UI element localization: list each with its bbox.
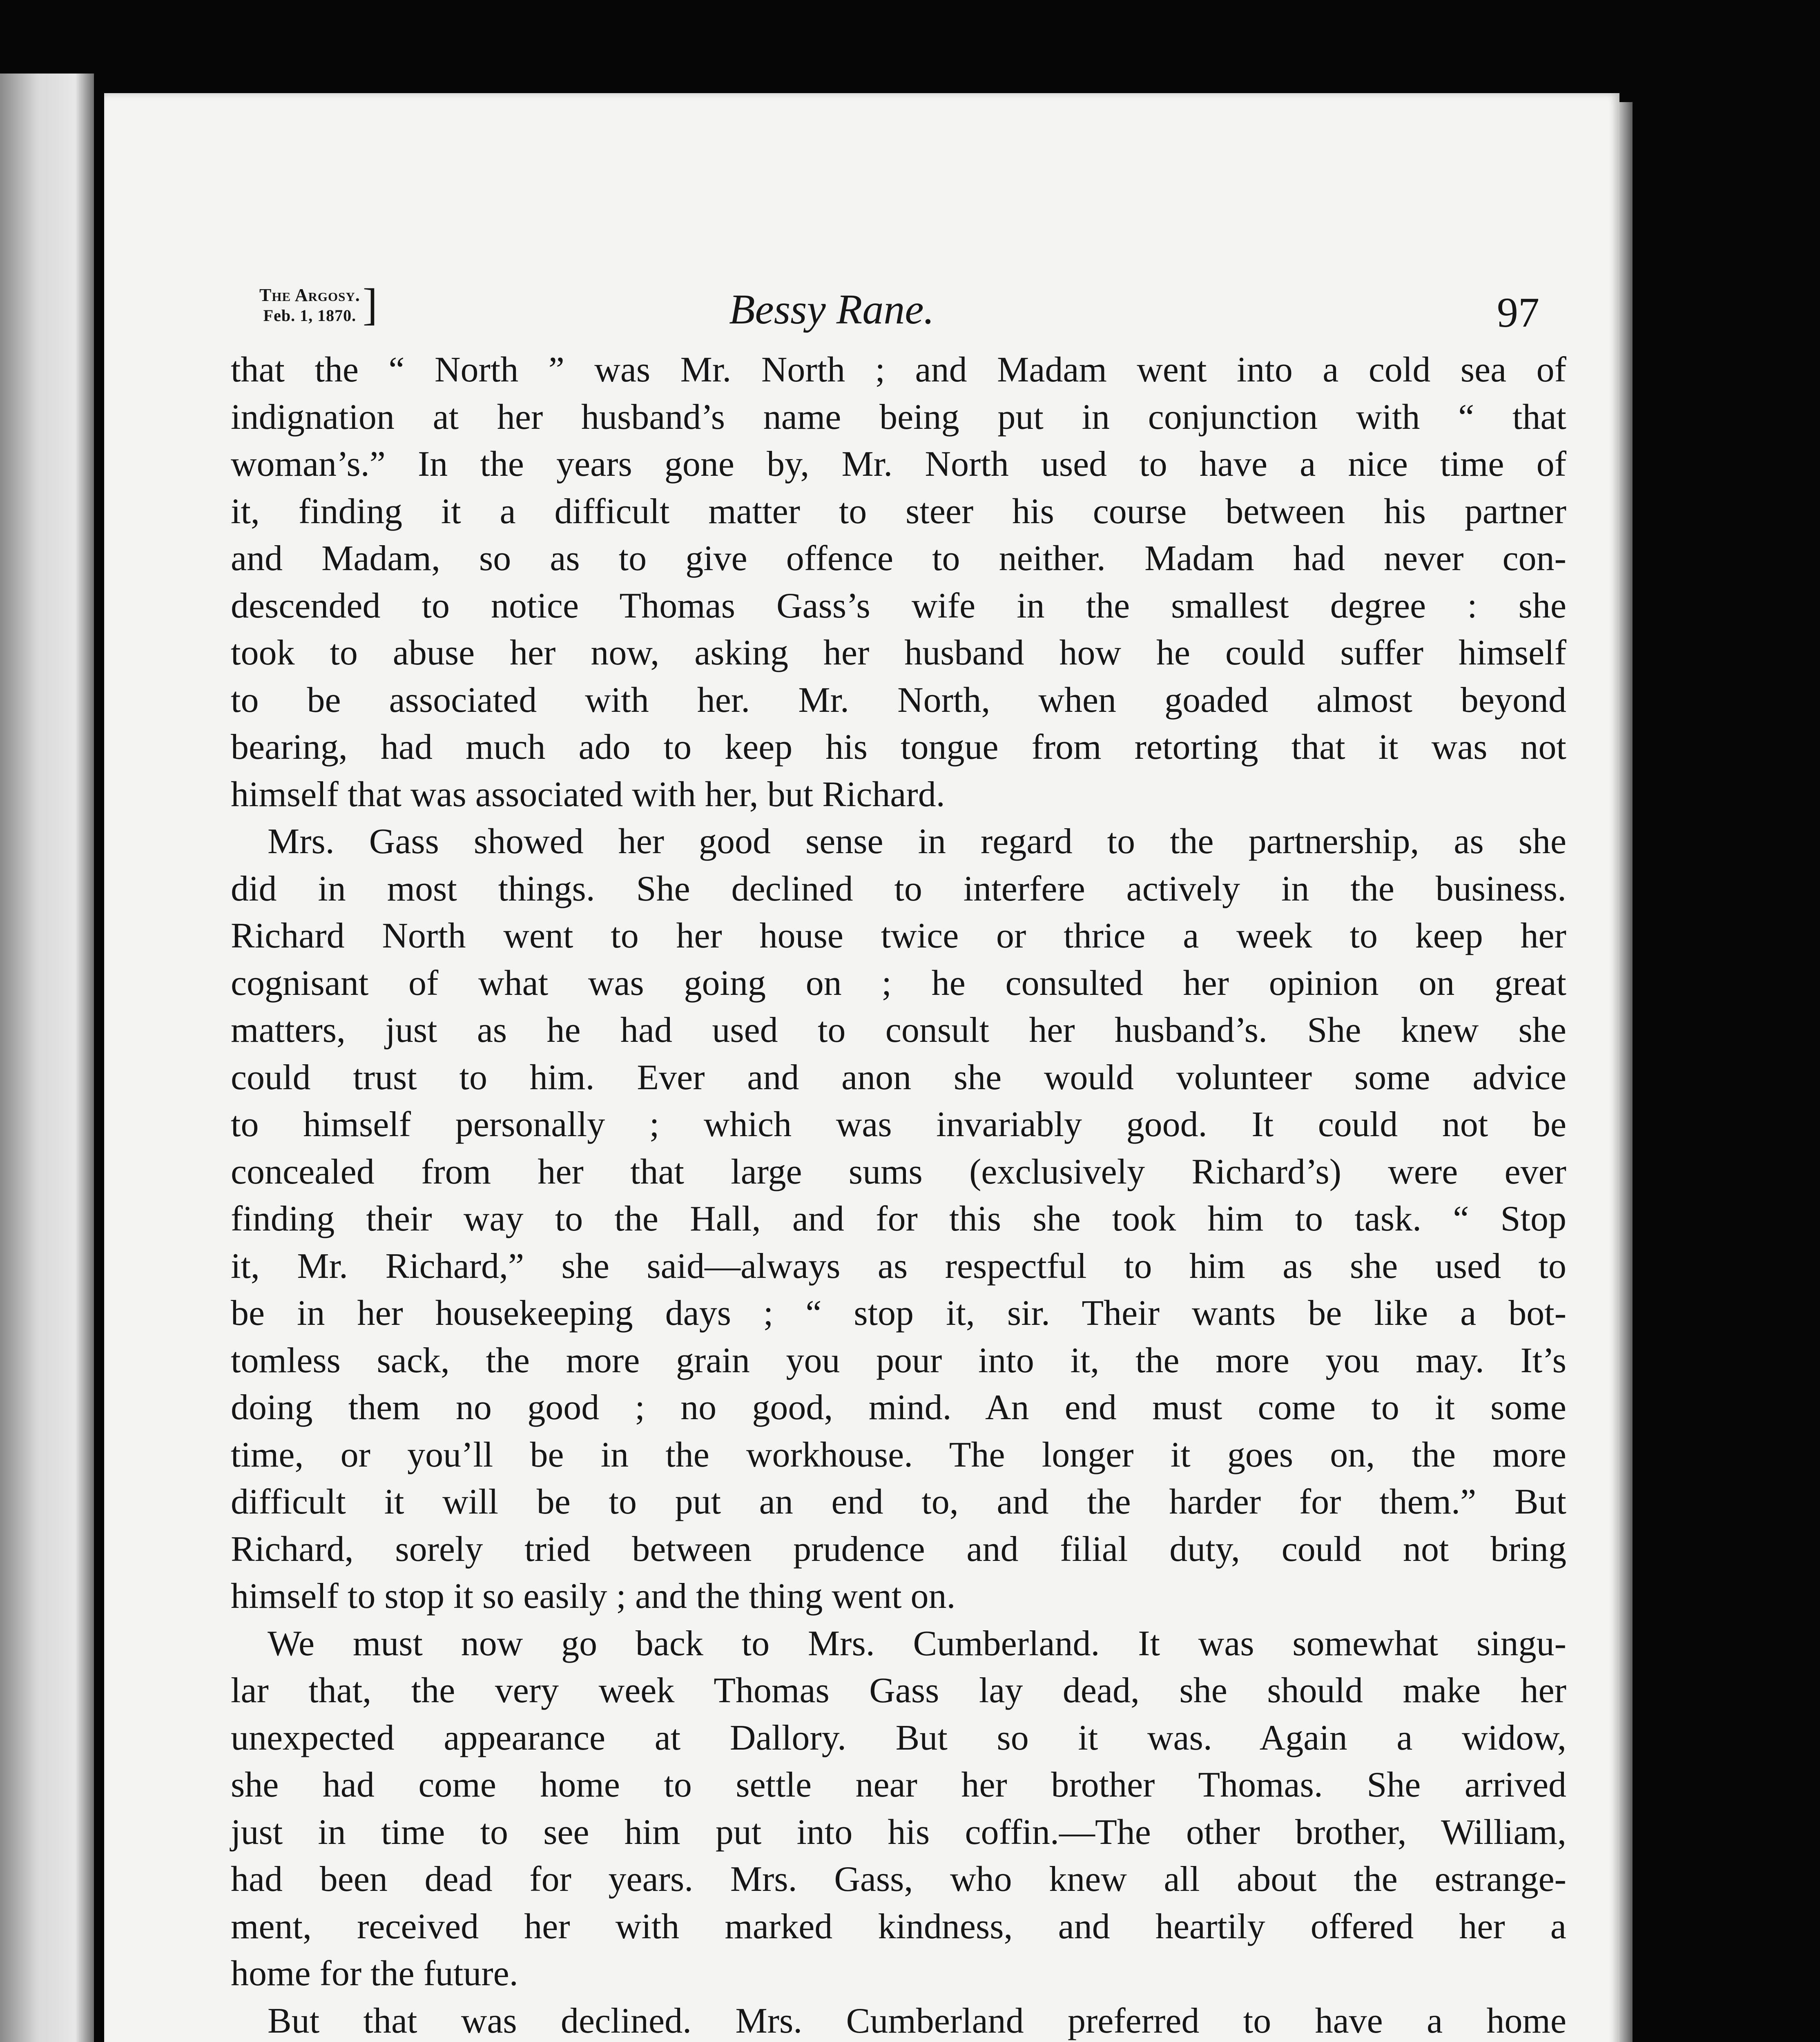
text-line: it, Mr. Richard,” she said—always as respectful to him as she used to (231, 1246, 1566, 1286)
text-line: could trust to him. Ever and anon she would volunteer some advice (231, 1057, 1566, 1097)
page-number: 97 (1497, 289, 1539, 336)
text-line: and Madam, so as to give offence to neither. Madam had never con- (231, 539, 1566, 578)
text-line: time, or you’ll be in the workhouse. The longer it goes on, the more (231, 1435, 1566, 1475)
text-line: concealed from her that large sums (exclusively Richard’s) were ever (231, 1152, 1566, 1192)
text-line: doing them no good ; no good, mind. An end must come to it some (231, 1388, 1566, 1427)
text-line: ment, received her with marked kindness, and heartily offered her a (231, 1906, 1566, 1946)
text-line: himself that was associated with her, but Richard. (231, 774, 945, 814)
text-line: matters, just as he had used to consult her husband’s. She knew she (231, 1010, 1566, 1050)
text-line: woman’s.” In the years gone by, Mr. North used to have a nice time of (231, 444, 1566, 484)
text-line: finding their way to the Hall, and for this she took him to task. “ Stop (231, 1199, 1566, 1239)
text-line: But that was declined. Mrs. Cumberland preferred to have a home (268, 2001, 1566, 2041)
text-line: to himself personally ; which was invariably good. It could not be (231, 1105, 1566, 1144)
text-line: cognisant of what was going on ; he consulted her opinion on great (231, 963, 1566, 1003)
page-fore-edge (1619, 102, 1633, 2042)
text-line: bearing, had much ado to keep his tongue from retorting that it was not (231, 727, 1566, 767)
text-line: Richard North went to her house twice or thrice a week to keep her (231, 916, 1566, 956)
text-line: tomless sack, the more grain you pour into it, the more you may. It’s (231, 1340, 1566, 1380)
text-line: just in time to see him put into his coffin.—The other brother, William, (231, 1812, 1566, 1852)
body-text (231, 346, 1566, 2042)
bracket-glyph: ] (362, 279, 378, 329)
text-line: it, finding it a difficult matter to steer his course between his partner (231, 491, 1566, 531)
text-line: unexpected appearance at Dallory. But so it was. Again a widow, (231, 1718, 1566, 1758)
text-line: she had come home to settle near her brother Thomas. She arrived (231, 1765, 1566, 1805)
text-line: difficult it will be to put an end to, and the harder for them.” But (231, 1482, 1566, 1522)
text-line: took to abuse her now, asking her husband how he could suffer himself (231, 633, 1566, 673)
page-title: Bessy Rane. (729, 286, 935, 333)
facing-page-edge (0, 74, 94, 2042)
book-page (104, 93, 1619, 2042)
text-line: be in her housekeeping days ; “ stop it, sir. Their wants be like a bot- (231, 1293, 1566, 1333)
text-line: had been dead for years. Mrs. Gass, who knew all about the estrange- (231, 1859, 1566, 1899)
text-line: did in most things. She declined to interfere actively in the business. (231, 869, 1566, 909)
text-line: to be associated with her. Mr. North, when goaded almost beyond (231, 680, 1566, 720)
text-line: Richard, sorely tried between prudence and filial duty, could not bring (231, 1529, 1566, 1569)
text-line: home for the future. (231, 1954, 518, 1993)
text-line: Mrs. Gass showed her good sense in regard to the partnership, as she (268, 822, 1566, 861)
issue-date: Feb. 1, 1870. (263, 306, 357, 325)
text-line: himself to stop it so easily ; and the thing went on. (231, 1576, 956, 1616)
text-line: We must now go back to Mrs. Cumberland. It was somewhat singu- (268, 1623, 1566, 1663)
text-line: descended to notice Thomas Gass’s wife in the smallest degree : she (231, 586, 1566, 626)
running-head-left (259, 279, 378, 329)
text-line: lar that, the very week Thomas Gass lay dead, she should make her (231, 1671, 1566, 1710)
text-line: that the “ North ” was Mr. North ; and Madam went into a cold sea of (231, 350, 1566, 390)
magazine-name: The Argosy. (259, 285, 360, 305)
text-line: indignation at her husband’s name being put in conjunction with “ that (231, 397, 1566, 437)
